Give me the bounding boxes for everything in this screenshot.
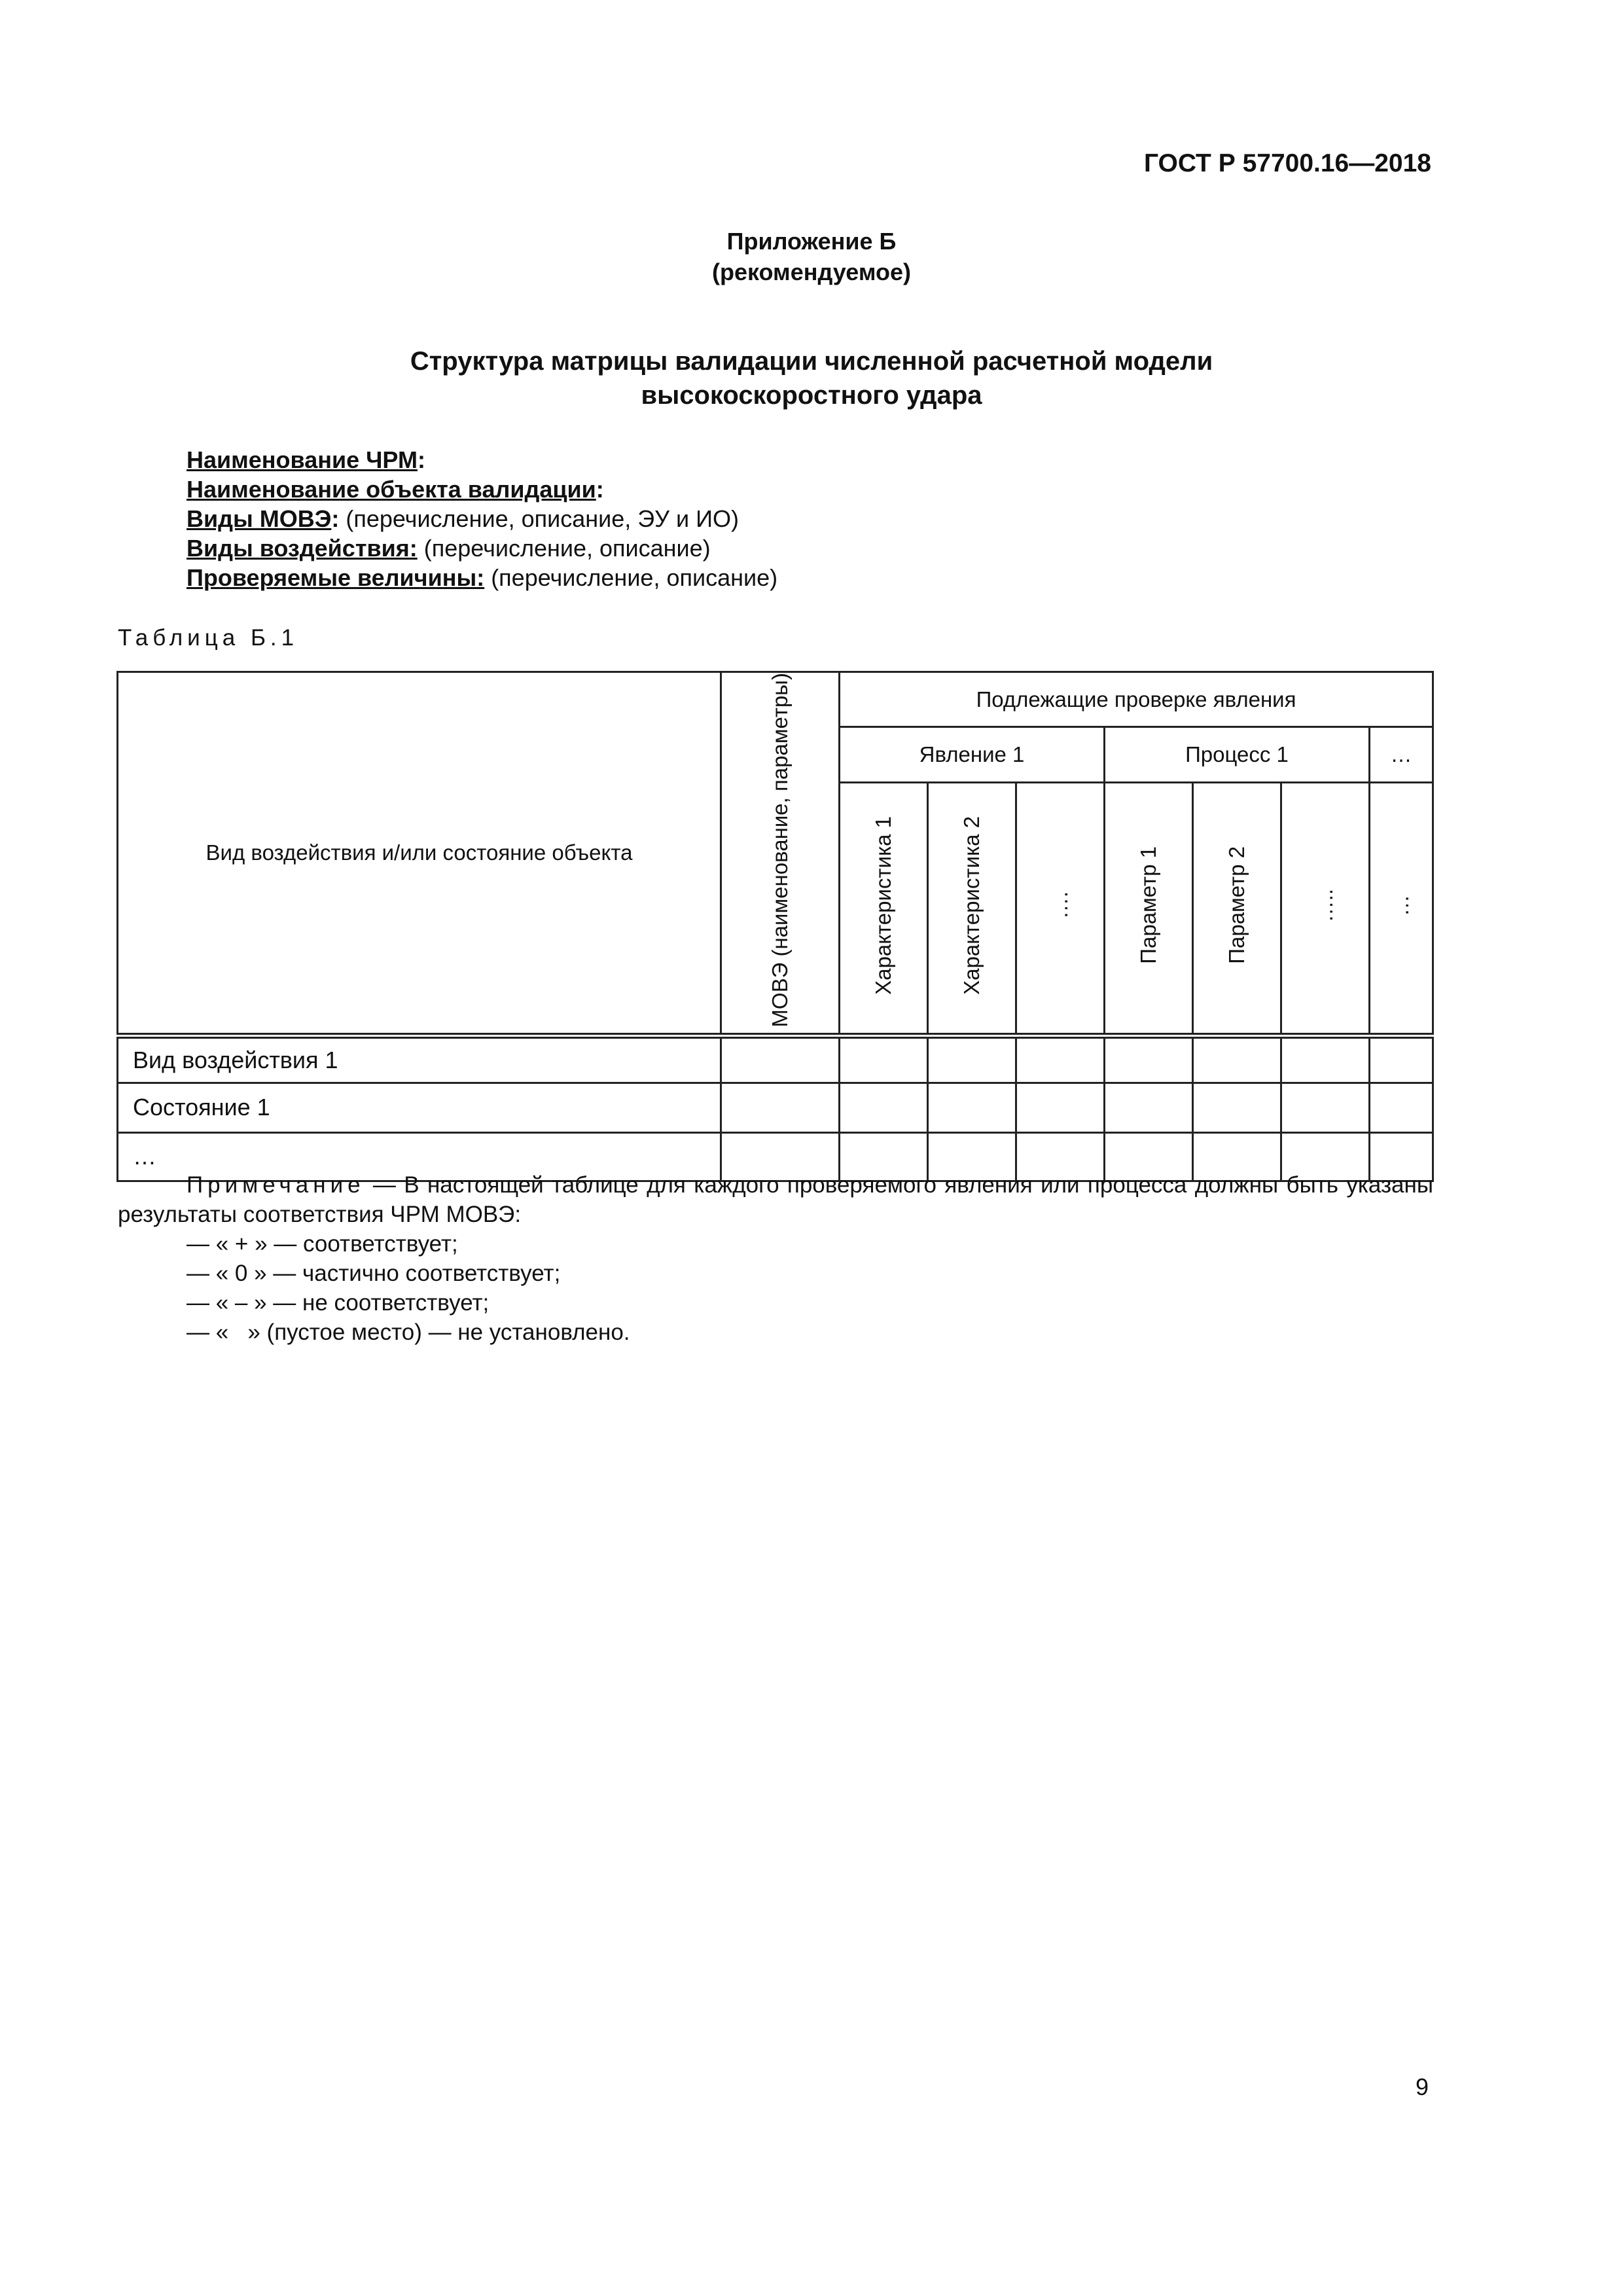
- header-more-ellipsis: …: [1370, 727, 1433, 782]
- note-item: — « 0 » — частично соответствует;: [187, 1261, 561, 1286]
- header-characteristic-more: ….: [1016, 782, 1105, 1035]
- table-row: [118, 1083, 1433, 1132]
- field-movz-types: Виды МОВЭ: (перечисление, описание, ЭУ и ИО): [187, 505, 739, 532]
- page-number: 9: [1415, 2073, 1429, 2100]
- header-characteristic-1: Характеристика 1: [840, 782, 928, 1035]
- header-movz-text: МОВЭ (наименование, параметры): [768, 673, 792, 1028]
- header-characteristic-2: Характеристика 2: [928, 782, 1016, 1035]
- field-list: [187, 445, 777, 592]
- row-label: Состояние 1: [118, 1083, 721, 1132]
- field-object-name: Наименование объекта валидации:: [187, 476, 604, 503]
- field-crm-name: Наименование ЧРМ:: [187, 446, 425, 473]
- row-label: Вид воздействия 1: [118, 1035, 721, 1083]
- field-checked-values: Проверяемые величины: (перечисление, описание): [187, 564, 778, 591]
- table-row: [118, 1035, 1433, 1083]
- note-item: — « – » — не соответствует;: [187, 1290, 490, 1316]
- header-parameter-2: Параметр 2: [1193, 782, 1281, 1035]
- header-phenomenon-1: Явление 1: [840, 727, 1105, 782]
- table-note: [118, 1170, 1433, 1347]
- appendix-title: Приложение Б: [726, 228, 897, 255]
- table-caption: Таблица Б.1: [118, 625, 299, 651]
- standard-code: ГОСТ Р 57700.16—2018: [1143, 149, 1431, 177]
- header-parameter-more: …..: [1281, 782, 1370, 1035]
- note-text: В настоящей таблице для каждого проверяемого явления или процесса должны быть указаны результаты соответствия ЧРМ МОВЭ:: [118, 1172, 1433, 1227]
- header-movz-cell: [721, 672, 840, 1036]
- header-more-ellipsis-2: …: [1370, 782, 1433, 1035]
- row-label: …: [118, 1132, 721, 1181]
- header-phenomena-group: Подлежащие проверке явления: [840, 672, 1433, 727]
- note-item: — « » (пустое место) — не установлено.: [187, 1319, 630, 1345]
- note-label: Примечание: [187, 1172, 365, 1198]
- header-process-1: Процесс 1: [1105, 727, 1370, 782]
- validation-matrix-table: [116, 671, 1434, 1182]
- document-title-line1: Структура матрицы валидации численной расчетной модели: [410, 347, 1213, 376]
- header-object-cell: Вид воздействия и/или состояние объекта: [118, 672, 721, 1036]
- appendix-status: (рекомендуемое): [712, 259, 911, 285]
- note-item: — « + » — соответствует;: [187, 1231, 458, 1257]
- document-title-line2: высокоскоростного удара: [641, 381, 982, 410]
- note-paragraph: Примечание — В настоящей таблице для каждого проверяемого явления или процесса должны быть указаны результаты соответствия ЧРМ МОВЭ:: [118, 1172, 1433, 1227]
- header-parameter-1: Параметр 1: [1105, 782, 1193, 1035]
- field-impact-types: Виды воздействия: (перечисление, описание): [187, 535, 711, 562]
